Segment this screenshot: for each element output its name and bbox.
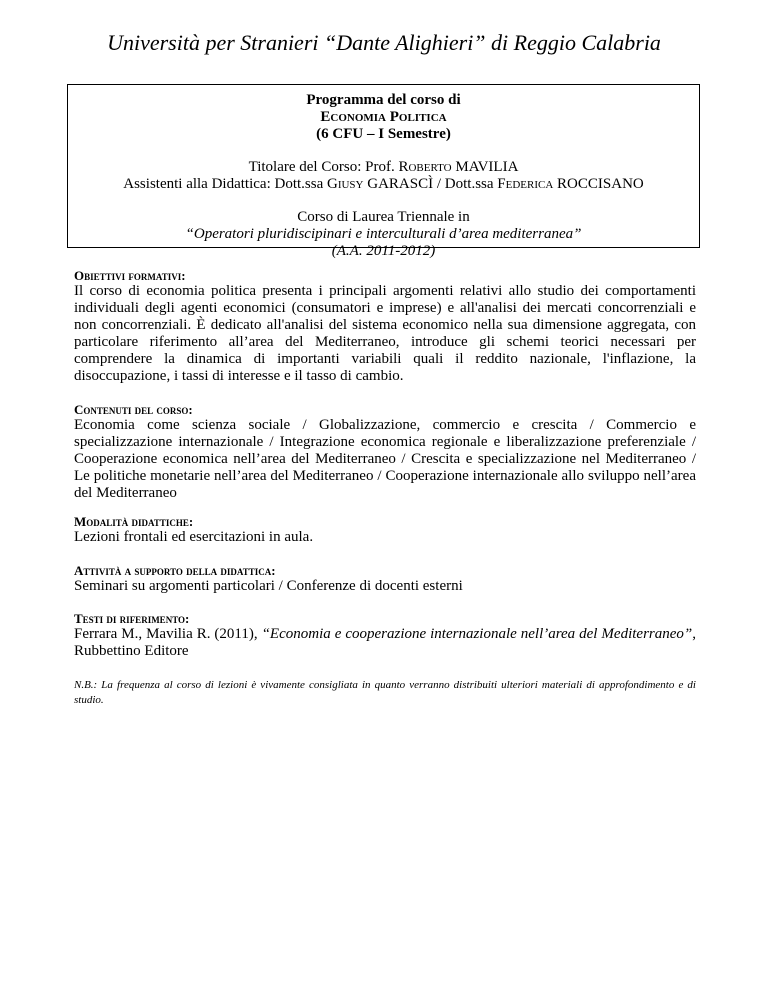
assistenti-line — [68, 176, 699, 193]
course-info-box — [67, 84, 700, 259]
course-credits: (6 CFU – I Semestre) — [316, 126, 451, 142]
program-line: Programma del corso di — [306, 92, 461, 108]
assistenti-separator: / Dott.ssa — [433, 176, 498, 192]
reference-publisher: , Rubbettino Editore — [74, 626, 696, 659]
section-attivita — [74, 563, 696, 595]
program-block — [68, 92, 699, 143]
assistente1-first-name: Giusy — [326, 176, 364, 192]
assistente2-last-name: ROCCISANO — [557, 176, 644, 192]
assistente1-last-name: GARASCÌ — [367, 176, 434, 192]
assistente2-first-name: Federica — [497, 176, 554, 192]
section-heading: Attività a supporto della didattica: — [74, 563, 276, 578]
section-testi — [74, 611, 696, 660]
degree-line: Corso di Laurea Triennale in — [297, 209, 470, 225]
assistenti-prefix: Assistenti alla Didattica: Dott.ssa — [123, 176, 327, 192]
footnote: N.B.: La frequenza al corso di lezioni è vivamente consigliata in quanto verranno distribuiti ulteriori materiali di approfondimento e di studio. — [74, 679, 696, 706]
section-body: Economia come scienza sociale / Globalizzazione, commercio e crescita / Commercio e specializzazione internazionale / Integrazione economica regionale e liberalizzazione preferenziale / Cooperazione economica nell’area del Mediterraneo / Crescita e specializzazione nel Mediterraneo / Le politiche monetarie nell’area del Mediterraneo / Cooperazione internazionale allo sviluppo nell’area del Mediterraneo — [74, 417, 696, 501]
titolare-line — [68, 159, 699, 176]
staff-block — [68, 159, 699, 193]
section-heading: Obiettivi formativi: — [74, 268, 186, 283]
reference-authors: Ferrara M., Mavilia R. (2011), — [74, 626, 262, 642]
section-body: Lezioni frontali ed esercitazioni in aula. — [74, 529, 314, 545]
university-title: Università per Stranieri “Dante Alighieri” di Reggio Calabria — [107, 30, 661, 55]
academic-year: (A.A. 2011-2012) — [331, 243, 436, 259]
degree-block — [68, 209, 699, 260]
section-body: Il corso di economia politica presenta i principali argomenti relativi allo studio dei comportamenti individuali degli agenti economici (consumatori e imprese) e all'analisi dei mercati concorrenziali e non concorrenziali. È dedicato all'analisi del sistema economico nella sua dimensione aggregata, con particolare riferimento all’area del Mediterraneo, introduce gli schemi teorici necessari per comprendere la dinamica di importanti variabili quali il reddito nazionale, l'inflazione, la disoccupazione, i tassi di interesse e il tasso di cambio. — [74, 283, 696, 384]
reference-title: “Economia e cooperazione internazionale nell’area del Mediterraneo” — [261, 626, 693, 642]
section-body — [74, 626, 696, 660]
section-heading: Modalità didattiche: — [74, 514, 194, 529]
titolare-first-name: Roberto — [398, 159, 452, 175]
titolare-prefix: Titolare del Corso: Prof. — [248, 159, 399, 175]
degree-name: “Operatori pluridiscipinari e interculturali d’area mediterranea” — [185, 226, 582, 242]
titolare-last-name: MAVILIA — [455, 159, 519, 175]
section-modalita — [74, 514, 696, 546]
section-heading: Testi di riferimento: — [74, 611, 190, 626]
section-obiettivi — [74, 268, 696, 385]
course-name: Economia Politica — [320, 109, 447, 125]
section-body: Seminari su argomenti particolari / Conferenze di docenti esterni — [74, 578, 463, 594]
section-heading: Contenuti del corso: — [74, 402, 193, 417]
section-contenuti — [74, 402, 696, 502]
